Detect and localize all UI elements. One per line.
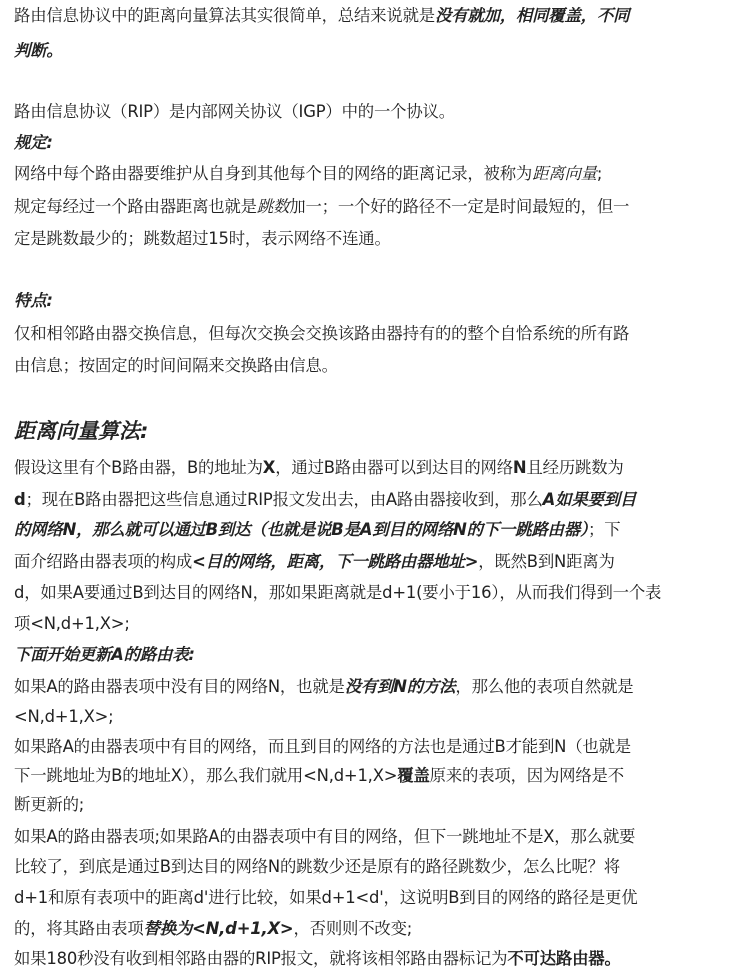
case-4-line-1 — [14, 943, 720, 974]
rules-line-3: 定是跳数最少的；跳数超过15时，表示网络不连通。 — [14, 229, 391, 248]
intro-line-2: 判断。 — [14, 41, 63, 60]
algorithm-heading: 距离向量算法: — [14, 419, 149, 443]
algorithm-text: ，通过B路由器可以到达目的网络 — [275, 458, 513, 477]
overwrite-term: 覆盖 — [397, 766, 430, 785]
intro-line-1 — [14, 0, 720, 31]
features-line-2: 由信息；按固定的时间间隔来交换路由信息。 — [14, 356, 338, 375]
algorithm-text: ；现在B路由器把这些信息通过RIP报文发出去，由A路由器接收到，那么 — [25, 490, 543, 509]
case-text: 下一跳地址为B的地址X），那么我们就用<N,d+1,X> — [14, 766, 398, 785]
algorithm-text: ，既然B到N距离为 — [478, 552, 615, 571]
algorithm-text: 面介绍路由器表项的构成 — [14, 552, 193, 571]
case-2-line-3: 断更新的; — [14, 795, 85, 814]
hop-d: d — [14, 490, 26, 509]
features-heading: 特点: — [14, 291, 53, 310]
case-text: ，否则则不改变; — [293, 919, 413, 938]
network-n: N — [512, 458, 527, 477]
case-text: 如果180秒没有收到相邻路由器的RIP报文，就将该相邻路由器标记为 — [14, 949, 508, 968]
hop-count-term: 跳数 — [256, 197, 290, 216]
algorithm-line-4 — [14, 546, 720, 577]
case-3-line-3: d+1和原有表项中的距离d'进行比较，如果d+1<d'，这说明B到目的网络的路径是更优 — [14, 888, 638, 907]
case-text: 如果A的路由器表项中没有目的网络N，也就是 — [14, 677, 345, 696]
intro-text: 路由信息协议中的距离向量算法其实很简单，总结来说就是 — [14, 6, 435, 25]
case-2-line-2 — [14, 760, 720, 791]
algorithm-text: ；下 — [588, 520, 621, 539]
case-3-line-1: 如果A的路由器表项;如果路A的由器表项中有目的网络，但下一跳地址不是X，那么就要 — [14, 827, 636, 846]
algorithm-emphasis: A如果要到目 — [542, 490, 637, 509]
case-2-line-1: 如果路A的由器表项中有目的网络，而且到目的网络的方法也是通过B才能到N（也就是 — [14, 737, 631, 756]
case-3-line-2: 比较了，到底是通过B到达目的网络N的跳数少还是原有的路径跳数少，怎么比呢？将 — [14, 857, 620, 876]
case-emphasis: 没有到N的方法 — [344, 677, 456, 696]
features-line-1: 仅和相邻路由器交换信息，但每次交换会交换该路由器持有的的整个自恰系统的所有路 — [14, 324, 630, 343]
rules-text: 规定每经过一个路由器距离也就是 — [14, 197, 257, 216]
case-text: ，那么他的表项自然就是 — [455, 677, 634, 696]
case-1-line-2: <N,d+1,X>; — [14, 707, 114, 726]
rip-definition: 路由信息协议（RIP）是内部网关协议（IGP）中的一个协议。 — [14, 102, 455, 121]
address-x: X — [262, 458, 276, 477]
algorithm-line-5: d，如果A要通过B到达目的网络N，那如果距离就是d+1(要小于16），从而我们得到一个表 — [14, 583, 662, 602]
unreachable-term: 不可达路由器。 — [507, 949, 621, 968]
case-text: 的，将其路由表项 — [14, 919, 144, 938]
algorithm-line-6: 项<N,d+1,X>; — [14, 614, 130, 633]
algorithm-line-3 — [14, 514, 720, 545]
route-entry-structure: <目的网络，距离，下一跳路由器地址> — [192, 552, 479, 571]
case-1-line-1 — [14, 671, 720, 702]
intro-emphasis: 没有就加，相同覆盖，不同 — [434, 6, 630, 25]
algorithm-line-1 — [14, 452, 720, 483]
algorithm-text: 且经历跳数为 — [526, 458, 624, 477]
rules-line-2 — [14, 191, 720, 222]
rules-text: 网络中每个路由器要维护从自身到其他每个目的网络的距离记录，被称为 — [14, 164, 533, 183]
replace-term: 替换为<N,d+1,X> — [143, 919, 294, 938]
update-heading: 下面开始更新A的路由表: — [14, 645, 195, 664]
rules-text: 加一；一个好的路径不一定是时间最短的，但一 — [289, 197, 630, 216]
rules-heading: 规定: — [14, 133, 53, 152]
algorithm-line-2 — [14, 484, 720, 515]
distance-vector-term: 距离向量 — [532, 164, 597, 183]
case-text: 原来的表项，因为网络是不 — [429, 766, 624, 785]
algorithm-text: 假设这里有个B路由器，B的地址为 — [14, 458, 263, 477]
rules-line-1 — [14, 158, 720, 189]
case-3-line-4 — [14, 913, 720, 944]
algorithm-emphasis: 的网络N，那么就可以通过B到达（也就是说B是A到目的网络N的下一跳路由器） — [14, 520, 589, 539]
rules-text: ; — [596, 164, 603, 183]
